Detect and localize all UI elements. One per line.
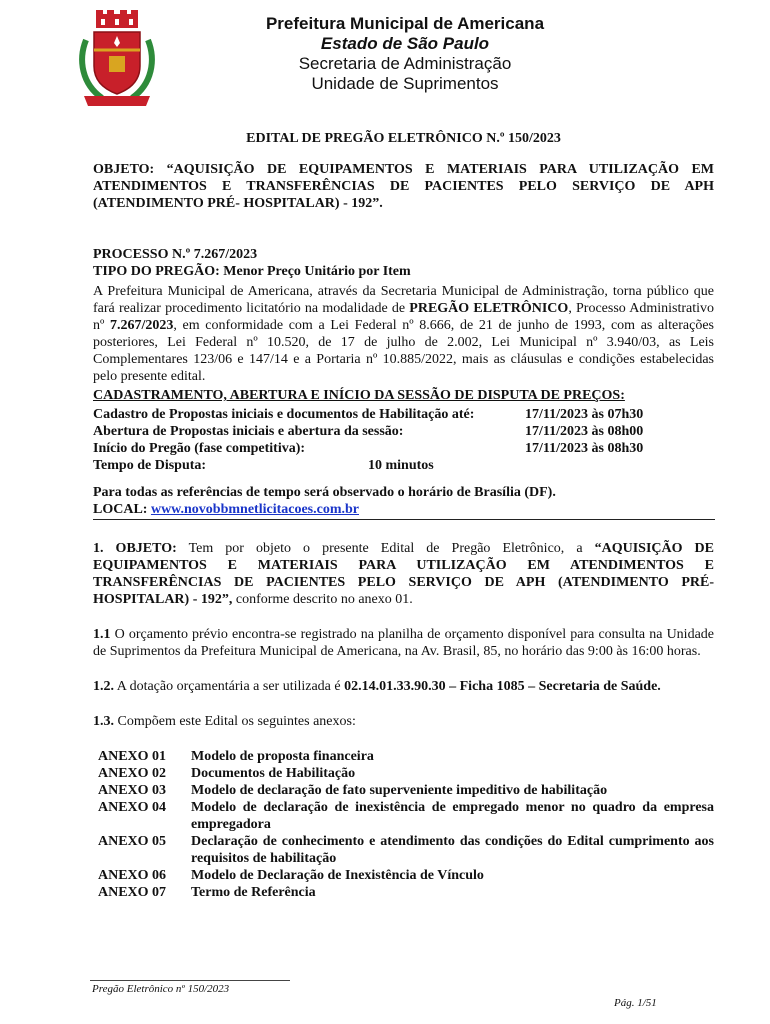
header-state: Estado de São Paulo: [320, 34, 490, 53]
schedule-label: Início do Pregão (fase competitiva):: [93, 441, 306, 456]
annex-desc: Modelo de Declaração de Inexistência de Vínculo: [191, 868, 484, 883]
tempo-label: Tempo de Disputa:: [93, 458, 207, 473]
annex-item: [98, 799, 714, 833]
section-1-end: conforme descrito no anexo 01.: [232, 592, 413, 607]
section-1-text: Tem por objeto o presente Edital de Pregão Eletrônico, a: [176, 541, 595, 556]
schedule-table: [93, 406, 714, 474]
edital-title: EDITAL DE PREGÃO ELETRÔNICO N.º 150/2023: [246, 131, 561, 146]
local-label: LOCAL:: [93, 502, 148, 517]
header: [200, 14, 610, 94]
schedule-row-tempo: [93, 457, 714, 474]
tipo-pregao-value: : Menor Preço Unitário por Item: [215, 264, 411, 279]
intro-text-2: , Processo Administrativo nº: [93, 301, 714, 333]
header-title: Prefeitura Municipal de Americana: [265, 14, 545, 33]
intro-paragraph: [93, 283, 714, 385]
intro-text-3: , em conformidade com a Lei Federal nº 8.666, de 21 de junho de 1993, com as alterações posteriores, Lei Federal nº 10.520, de 17 de julho de 2.002, Lei Municipal nº 3.940/03, as Leis Complementares 123/06 e 147/14 e a Portaria nº 10.885/2022, mais as cláusulas e condições estabelecidas pelo presente edital.: [93, 318, 714, 384]
section-1-label: 1. OBJETO:: [93, 541, 177, 556]
local-row: [93, 501, 715, 520]
local-link[interactable]: www.novobbmnetlicitacoes.com.br: [150, 502, 359, 517]
section-1-3-label: 1.3.: [93, 714, 114, 729]
schedule-row: [93, 406, 714, 423]
footer-page-number: Pág. 1/51: [614, 997, 657, 1009]
objeto-paragraph: OBJETO: “AQUISIÇÃO DE EQUIPAMENTOS E MATERIAIS PARA UTILIZAÇÃO EM ATENDIMENTOS E TRANSFERÊNCIAS DE PACIENTES PELO SERVIÇO DE APH (ATENDIMENTO PRÉ- HOSPITALAR) - 192”.: [93, 162, 714, 211]
annex-item: [98, 765, 714, 782]
section-1-1: [93, 626, 714, 660]
schedule-row: [93, 440, 714, 457]
annex-desc: Documentos de Habilitação: [191, 766, 356, 781]
header-department: Secretaria de Administração: [298, 54, 512, 73]
annex-item: [98, 782, 714, 799]
annex-code: ANEXO 03: [98, 783, 167, 798]
tempo-value: 10 minutos: [368, 458, 434, 473]
annex-code: ANEXO 01: [98, 749, 167, 764]
annex-item: [98, 833, 714, 867]
schedule-value: 17/11/2023 às 08h00: [525, 424, 644, 439]
document-body: [93, 130, 714, 901]
section-1-2: [93, 678, 714, 695]
section-1-3-text: Compõem este Edital os seguintes anexos:: [114, 714, 356, 729]
schedule-row: [93, 423, 714, 440]
processo-number: PROCESSO N.º 7.267/2023: [93, 247, 258, 262]
annex-desc: Termo de Referência: [191, 885, 316, 900]
footer-document-ref: Pregão Eletrônico nº 150/2023: [92, 983, 230, 995]
header-unit: Unidade de Suprimentos: [311, 74, 499, 93]
intro-text-1: A Prefeitura Municipal de Americana, através da Secretaria Municipal de Administração, torna público que fará realizar procedimento licitatório na modalidade de: [93, 284, 714, 316]
schedule-label: Abertura de Propostas iniciais e abertura da sessão:: [93, 424, 404, 439]
intro-bold-modalidade: PREGÃO ELETRÔNICO: [409, 301, 569, 316]
annex-item: [98, 867, 714, 884]
annex-list: [98, 748, 714, 901]
intro-bold-processo: 7.267/2023: [110, 318, 174, 333]
schedule-label: Cadastro de Propostas iniciais e documentos de Habilitação até:: [93, 407, 475, 422]
section-1-2-label: 1.2.: [93, 679, 114, 694]
section-1-objeto: [93, 540, 714, 608]
schedule-value: 17/11/2023 às 07h30: [525, 407, 644, 422]
annex-code: ANEXO 04: [98, 800, 167, 815]
annex-code: ANEXO 02: [98, 766, 167, 781]
annex-desc: Modelo de declaração de fato superveniente impeditivo de habilitação: [191, 783, 608, 798]
annex-desc: Modelo de proposta financeira: [191, 749, 374, 764]
section-1-bold: “AQUISIÇÃO DE EQUIPAMENTOS E MATERIAIS PARA UTILIZAÇÃO EM ATENDIMENTOS E TRANSFERÊNCIAS DE PACIENTES PELO SERVIÇO DE APH (ATENDIMENTO PRÉ-HOSPITALAR) - 192”,: [93, 541, 714, 607]
brasilia-note: Para todas as referências de tempo será observado o horário de Brasília (DF).: [93, 485, 556, 500]
section-1-1-label: 1.1: [93, 627, 111, 642]
schedule-heading: CADASTRAMENTO, ABERTURA E INÍCIO DA SESSÃO DE DISPUTA DE PREÇOS:: [93, 388, 625, 403]
section-1-2-bold: 02.14.01.33.90.30 – Ficha 1085 – Secretaria de Saúde.: [344, 679, 661, 694]
annex-code: ANEXO 05: [98, 834, 167, 849]
municipal-coat-of-arms-icon: [76, 10, 158, 110]
schedule-value: 17/11/2023 às 08h30: [525, 441, 644, 456]
section-1-3: [93, 713, 714, 730]
annex-code: ANEXO 06: [98, 868, 167, 883]
annex-code: ANEXO 07: [98, 885, 167, 900]
annex-desc: Declaração de conhecimento e atendimento das condições do Edital cumprimento aos requisitos de habilitação: [191, 834, 714, 866]
tipo-pregao: [93, 263, 714, 280]
footer-divider: [90, 980, 290, 981]
section-1-2-text: A dotação orçamentária a ser utilizada é: [114, 679, 345, 694]
tipo-pregao-label: TIPO DO PREGÃO: [93, 264, 216, 279]
annex-item: [98, 748, 714, 765]
annex-desc: Modelo de declaração de inexistência de empregado menor no quadro da empresa empregadora: [191, 800, 714, 832]
annex-item: [98, 884, 714, 901]
section-1-1-text: O orçamento prévio encontra-se registrado na planilha de orçamento disponível para consulta na Unidade de Suprimentos da Prefeitura Municipal de Americana, na Av. Brasil, 85, no horário das 9:00 às 16:00 horas.: [93, 627, 714, 659]
